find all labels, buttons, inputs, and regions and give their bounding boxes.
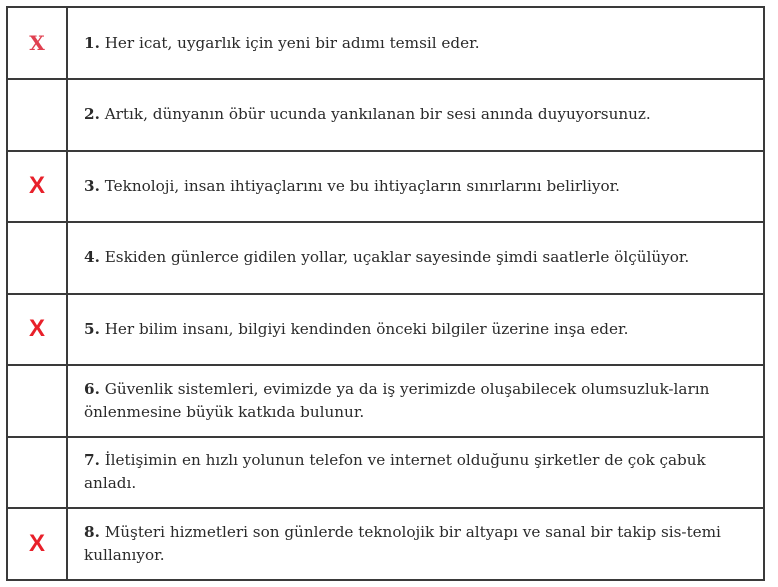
mark-cell[interactable]: X [7,508,67,580]
table-row [7,508,764,580]
table-row [7,437,764,509]
statement-number: 1. [84,33,100,52]
statement-cell [67,79,764,151]
statement-cell [67,151,764,223]
statement-cell [67,222,764,294]
table-row [7,222,764,294]
statement-cell [67,294,764,366]
mark-cell[interactable]: X [7,294,67,366]
statement-cell [67,508,764,580]
statement-number: 2. [84,105,100,124]
mark-cell[interactable] [7,365,67,437]
statement-number: 8. [84,522,100,541]
statement-text: Müşteri hizmetleri son günlerde teknolojik bir altyapı ve sanal bir takip sis-temi kullanıyor. [84,522,721,564]
statement-cell [67,437,764,509]
mark-cell[interactable]: X [7,7,67,79]
statement-text: Güvenlik sistemleri, evimizde ya da iş yerimizde oluşabilecek olumsuzluk-ların önlenmesine büyük katkıda bulunur. [84,379,710,421]
statement-number: 5. [84,319,100,338]
mark-cell[interactable] [7,222,67,294]
statement-text: Teknoloji, insan ihtiyaçlarını ve bu ihtiyaçların sınırlarını belirliyor. [104,176,620,195]
statement-cell [67,7,764,79]
statements-table [6,6,765,581]
statement-text: Eskiden günlerce gidilen yollar, uçaklar sayesinde şimdi saatlerle ölçülüyor. [104,248,690,267]
mark-cell[interactable] [7,79,67,151]
mark-cell[interactable]: X [7,151,67,223]
mark-cell[interactable] [7,437,67,509]
statement-number: 6. [84,379,100,398]
statement-number: 7. [84,451,100,470]
statement-text: Her bilim insanı, bilgiyi kendinden önceki bilgiler üzerine inşa eder. [104,319,629,338]
table-row [7,7,764,79]
statement-text: Artık, dünyanın öbür ucunda yankılanan bir sesi anında duyuyorsunuz. [104,105,651,124]
statement-text: Her icat, uygarlık için yeni bir adımı temsil eder. [104,33,480,52]
statement-text: İletişimin en hızlı yolunun telefon ve internet olduğunu şirketler de çok çabuk anladı. [84,451,706,493]
table-row [7,79,764,151]
table-row [7,151,764,223]
table-row [7,294,764,366]
table-row [7,365,764,437]
statement-cell [67,365,764,437]
statement-number: 4. [84,248,100,267]
statement-number: 3. [84,176,100,195]
